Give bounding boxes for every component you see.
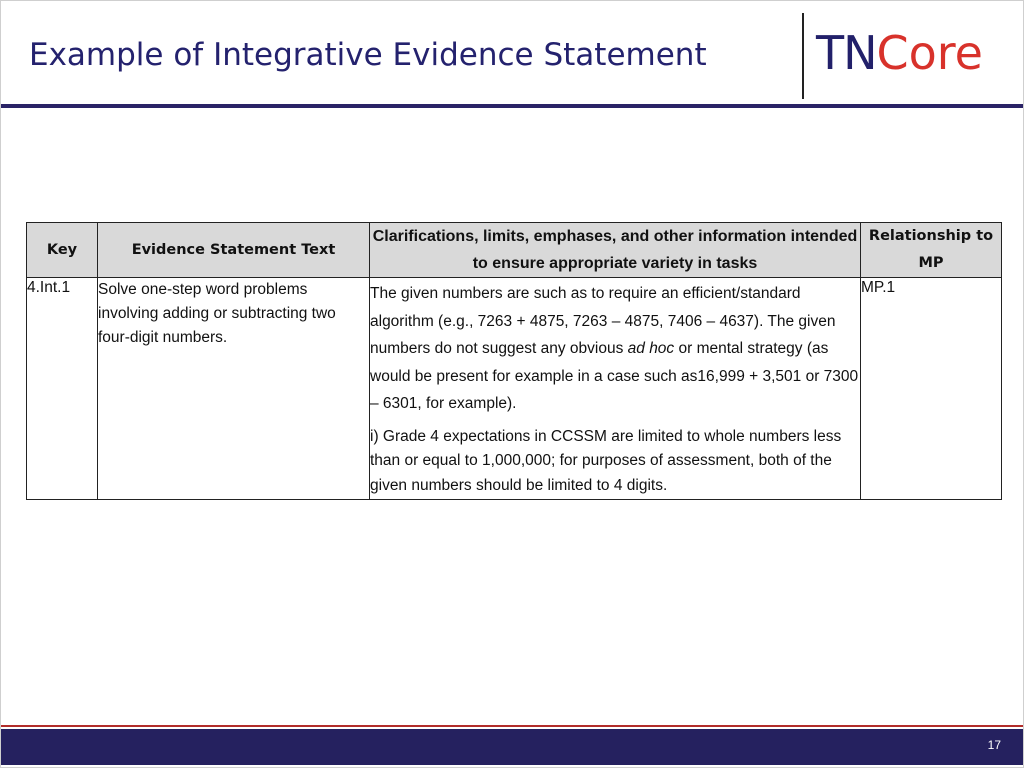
- cell-key: 4.Int.1: [27, 278, 98, 500]
- table-row: [27, 278, 1002, 500]
- tncore-logo: [816, 27, 983, 79]
- table-header-row: [27, 223, 1002, 278]
- page-number: 17: [987, 738, 1001, 752]
- header-rule: [1, 104, 1023, 108]
- cell-evidence: Solve one-step word problems involving adding or subtracting two four-digit numbers.: [98, 278, 370, 500]
- clarification-note: i) Grade 4 expectations in CCSSM are limited to whole numbers less than or equal to 1,000,000; for purposes of assessment, both of the given numbers should be limited to 4 digits.: [370, 427, 842, 494]
- clarification-text-2: or mental strategy (as would be present for example in a case such as16,999 + 3,501 or 7300 – 6301, for example).: [370, 340, 859, 412]
- cell-clarifications: [370, 278, 861, 500]
- footer-red-line: [1, 725, 1023, 727]
- header-clarifications: Clarifications, limits, emphases, and other information intended to ensure appropriate variety in tasks: [370, 223, 861, 278]
- logo-tn: TN: [816, 26, 877, 80]
- clarification-paragraph: [370, 278, 860, 418]
- logo-core: Core: [876, 26, 983, 80]
- header-relationship: Relationship to MP: [861, 223, 1002, 278]
- footer-bar: [1, 729, 1023, 765]
- header-key: Key: [27, 223, 98, 278]
- slide-title: Example of Integrative Evidence Statement: [29, 37, 707, 73]
- evidence-table: [26, 222, 1002, 500]
- clarification-text-1: The given numbers are such as to require an efficient/standard algorithm (e.g., 7263 + 4875, 7263 – 4875, 7406 – 4637). The given numbers do not suggest any obvious: [370, 285, 836, 357]
- clarification-italic: ad hoc: [627, 340, 675, 357]
- header-evidence-statement: Evidence Statement Text: [98, 223, 370, 278]
- cell-relationship: MP.1: [861, 278, 1002, 500]
- logo-divider: [802, 13, 804, 99]
